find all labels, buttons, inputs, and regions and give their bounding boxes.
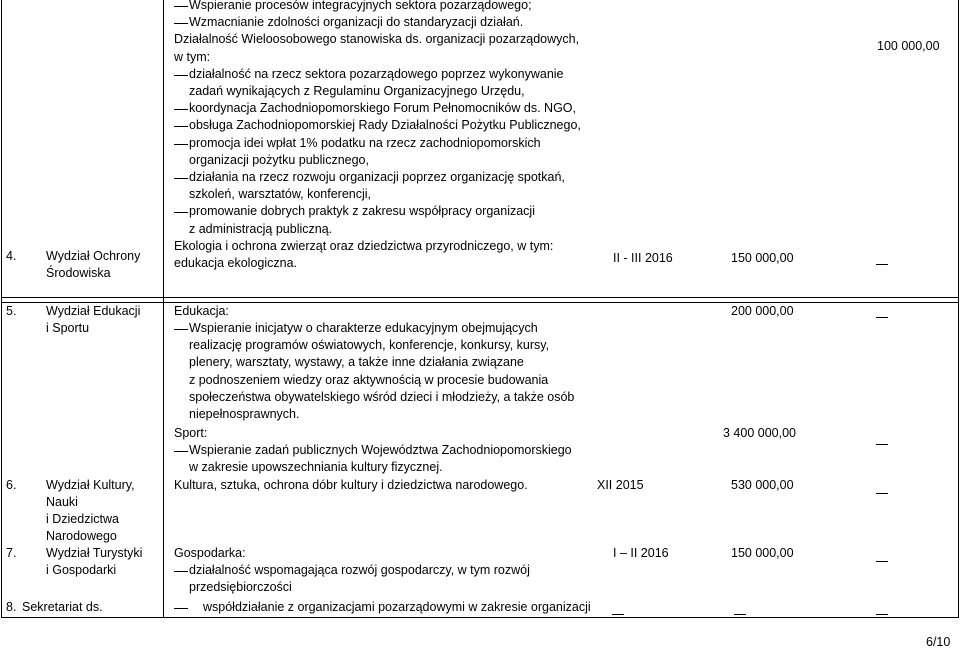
section-heading: Edukacja: [174, 304, 229, 318]
description-line: realizację programów oświatowych, konferencje, konkursy, kursy, [189, 338, 550, 353]
bullet-dash [174, 126, 188, 127]
task-description: współdziałanie z organizacjami pozarządowymi w zakresie organizacji [203, 600, 591, 614]
department-name: i Dziedzictwa [46, 512, 119, 526]
row-number: 8. [6, 600, 17, 614]
empty-mark [876, 444, 888, 445]
department-name: Wydział Kultury, [46, 478, 135, 492]
description-line: promocja idei wpłat 1% podatku na rzecz zachodniopomorskich [189, 135, 541, 150]
term: II - III 2016 [613, 251, 673, 265]
description-line: niepełnosprawnych. [189, 407, 300, 421]
description-line: Wspieranie procesów integracyjnych sektora pozarządowego; [189, 0, 532, 12]
amount: 150 000,00 [731, 546, 794, 560]
table-column-divider [163, 0, 164, 618]
department-name: Narodowego [46, 529, 117, 543]
row-divider [1, 302, 959, 303]
description-line: działania na rzecz rozwoju organizacji poprzez organizację spotkań, [189, 170, 565, 184]
table-border-left [1, 0, 2, 618]
bullet-dash [174, 144, 188, 145]
term: XII 2015 [597, 478, 644, 492]
term: I – II 2016 [613, 546, 669, 560]
description-line: społeczeństwa obywatelskiego wśród dzieci i młodzieży, a także osób [189, 389, 575, 404]
department-name: Sekretariat ds. [22, 600, 103, 614]
department-name: i Sportu [46, 321, 90, 335]
task-description: Kultura, sztuka, ochrona dóbr kultury i dziedzictwa narodowego. [174, 478, 528, 492]
description-line: Działalność Wieloosobowego stanowiska ds. organizacji pozarządowych, [174, 32, 580, 47]
bullet-dash [174, 608, 188, 609]
description-line: Wspieranie inicjatyw o charakterze edukacyjnym obejmujących [189, 321, 538, 335]
row-number: 6. [6, 478, 17, 492]
description-line: z podnoszeniem wiedzy oraz aktywnością w procesie budowania [189, 372, 549, 387]
description-line: zadań wynikających z Regulaminu Organizacyjnego Urzędu, [189, 84, 525, 98]
department-name: Wydział Ochrony [46, 249, 141, 263]
table-border-right [958, 0, 959, 618]
bullet-dash [174, 451, 188, 452]
section-heading: Sport: [174, 426, 208, 440]
amount: 150 000,00 [731, 251, 794, 265]
department-name: Wydział Turystyki [46, 546, 143, 560]
bullet-dash [174, 212, 188, 213]
page-number: 6/10 [926, 635, 951, 649]
empty-mark [734, 614, 746, 615]
description-line: działalność na rzecz sektora pozarządowego poprzez wykonywanie [189, 66, 564, 81]
description-line: szkoleń, warsztatów, konferencji, [189, 187, 372, 202]
department-name: Środowiska [46, 266, 111, 280]
row-divider [1, 297, 959, 298]
section-heading: Gospodarka: [174, 546, 246, 560]
bullet-dash [174, 109, 188, 110]
department-name: Wydział Edukacji [46, 304, 141, 318]
description-line: Wspieranie zadań publicznych Województwa Zachodniopomorskiego [189, 443, 572, 457]
amount: 3 400 000,00 [723, 426, 796, 440]
department-name: i Gospodarki [46, 563, 117, 577]
empty-mark [876, 264, 888, 265]
amount: 530 000,00 [731, 478, 794, 492]
description-line: przedsiębiorczości [189, 580, 292, 595]
description-line: Ekologia i ochrona zwierząt oraz dziedzictwa przyrodniczego, w tym: [174, 238, 554, 253]
bullet-dash [174, 329, 188, 330]
empty-mark [876, 614, 888, 615]
row-number: 4. [6, 249, 17, 263]
empty-mark [876, 317, 888, 318]
bullet-dash [174, 6, 188, 7]
description-line: plenery, warsztaty, wystawy, a także inne działania związane [189, 355, 524, 370]
bullet-dash [174, 571, 188, 572]
description-line: organizacji pożytku publicznego, [189, 152, 369, 167]
description-line: promowanie dobrych praktyk z zakresu współpracy organizacji [189, 204, 535, 219]
empty-mark [612, 614, 624, 615]
description-line: działalność wspomagająca rozwój gospodarczy, w tym rozwój [189, 563, 530, 577]
amount: 100 000,00 [877, 39, 940, 53]
amount: 200 000,00 [731, 304, 794, 318]
department-name: Nauki [46, 495, 78, 509]
description-line: obsługa Zachodniopomorskiej Rady Działalności Pożytku Publicznego, [189, 118, 581, 133]
empty-mark [876, 561, 888, 562]
description-line: koordynacja Zachodniopomorskiego Forum Pełnomocników ds. NGO, [189, 101, 576, 116]
description-line: Wzmacnianie zdolności organizacji do standaryzacji działań. [189, 15, 524, 30]
description-line: edukacja ekologiczna. [174, 256, 297, 270]
description-line: w zakresie upowszechniania kultury fizycznej. [189, 460, 443, 475]
description-line: z administracją publiczną. [189, 221, 333, 236]
bullet-dash [174, 75, 188, 76]
bullet-dash [174, 23, 188, 24]
row-number: 5. [6, 304, 17, 318]
bullet-dash [174, 178, 188, 179]
description-line: w tym: [174, 49, 211, 64]
empty-mark [876, 493, 888, 494]
row-number: 7. [6, 546, 17, 560]
table-border-bottom [1, 617, 959, 618]
